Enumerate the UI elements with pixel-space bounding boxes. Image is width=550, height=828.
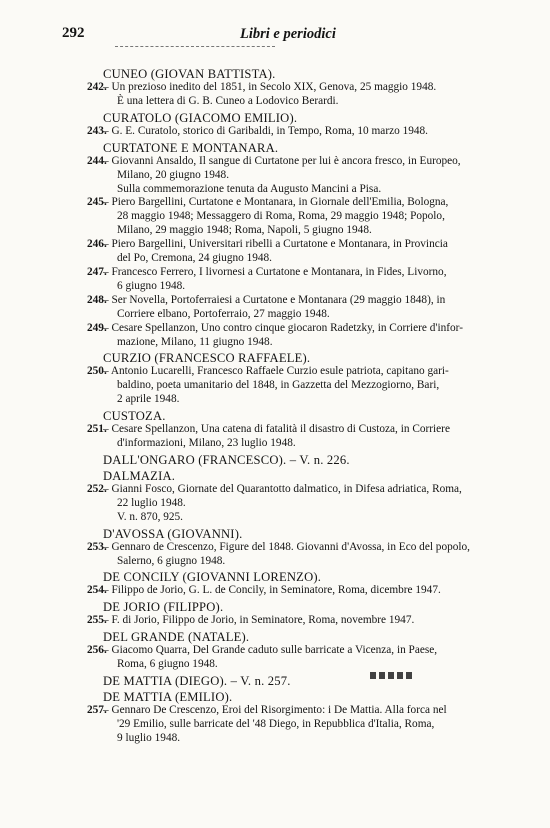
entry-line: – Antonio Lucarelli, Francesco Raffaele Curzio esule patriota, capitano gari- [103, 365, 449, 378]
entry-line: 6 giugno 1948. [117, 279, 186, 292]
running-head: Libri e periodici [240, 26, 336, 42]
section-heading: DE CONCILY (GIOVANNI LORENZO). [103, 570, 322, 585]
bibliography-entry [89, 125, 528, 139]
bibliography-entry [89, 483, 528, 525]
entry-number: 252. [87, 482, 107, 495]
entry-line: – Gianni Fosco, Giornate del Quarantotto dalmatico, in Difesa adriatica, Roma, [103, 482, 462, 495]
entry-line: – Cesare Spellanzon, Una catena di fatalità il disastro di Custoza, in Corriere [103, 423, 450, 436]
entry-line: – Piero Bargellini, Universitari ribelli a Curtatone e Montanara, in Provincia [103, 238, 448, 251]
entry-number: 243. [87, 124, 107, 137]
bibliography-entry [89, 614, 528, 628]
bibliography-entry [89, 238, 528, 266]
header-rule [115, 46, 275, 47]
section-heading: CURTATONE E MONTANARA. [103, 140, 279, 155]
entry-line: – Cesare Spellanzon, Uno contro cinque giocaron Radetzky, in Corriere d'infor- [103, 321, 463, 334]
entry-number: 248. [87, 293, 107, 306]
bibliography-body [0, 65, 550, 746]
entry-number: 242. [87, 81, 107, 93]
entry-number: 257. [87, 704, 107, 717]
entry-number: 254. [87, 584, 107, 597]
cross-reference-heading: DE MATTIA (DIEGO). – V. n. 257. [103, 674, 291, 689]
entry-line: d'informazioni, Milano, 23 luglio 1948. [117, 437, 296, 450]
entry-number: 255. [87, 614, 107, 627]
bibliography-entry [89, 81, 528, 109]
section-heading: DALMAZIA. [103, 468, 176, 483]
section-heading: CURZIO (FRANCESCO RAFFAELE). [103, 351, 311, 366]
entry-line: – Ser Novella, Portoferraiesi a Curtatone e Montanara (29 maggio 1848), in [103, 293, 446, 306]
entry-line: – F. di Jorio, Filippo de Jorio, in Seminatore, Roma, novembre 1947. [103, 614, 415, 627]
entry-number: 249. [87, 321, 107, 334]
entry-line: mazione, Milano, 11 giugno 1948. [117, 335, 273, 348]
entry-line: baldino, poeta umanitario del 1848, in Gazzetta del Mezzogiorno, Bari, [117, 379, 440, 392]
section-heading: CURATOLO (GIACOMO EMILIO). [103, 110, 298, 125]
entry-line: – Gennaro de Crescenzo, Figure del 1848. Giovanni d'Avossa, in Eco del popolo, [103, 540, 471, 553]
entry-number: 246. [87, 238, 107, 251]
page-number: 292 [62, 25, 85, 41]
bibliography-entry [89, 155, 528, 197]
section-heading: D'AVOSSA (GIOVANNI). [103, 526, 243, 541]
entry-line: – Piero Bargellini, Curtatone e Montanara, in Giornale dell'Emilia, Bologna, [103, 196, 449, 209]
section-heading: CUNEO (GIOVAN BATTISTA). [103, 67, 276, 81]
entry-line: – Gennaro De Crescenzo, Eroi del Risorgimento: i De Mattia. Alla forca nel [103, 704, 447, 717]
entry-line: 2 aprile 1948. [117, 393, 180, 406]
entry-line: Corriere elbano, Portoferraio, 27 maggio 1948. [117, 307, 330, 320]
entry-number: 253. [87, 540, 107, 553]
cross-reference-heading: DALL'ONGARO (FRANCESCO). – V. n. 226. [103, 452, 350, 467]
bibliography-entry [89, 196, 528, 238]
entry-line: Sulla commemorazione tenuta da Augusto Mancini a Pisa. [117, 182, 382, 195]
entry-line: '29 Emilio, sulle barricate del '48 Diego, in Repubblica d'Italia, Roma, [117, 718, 435, 730]
entry-number: 250. [87, 365, 107, 378]
entry-number: 256. [87, 644, 107, 657]
entry-line: – Francesco Ferrero, I livornesi a Curtatone e Montanara, in Fides, Livorno, [103, 265, 447, 278]
entry-line: V. n. 870, 925. [117, 510, 184, 523]
entry-line: Milano, 20 giugno 1948. [117, 168, 230, 181]
entry-line: – Giovanni Ansaldo, Il sangue di Curtatone per lui è ancora fresco, in Europeo, [103, 154, 461, 167]
entry-line: 28 maggio 1948; Messaggero di Roma, Roma, 29 maggio 1948; Popolo, [117, 210, 445, 223]
entry-line: – Un prezioso inedito del 1851, in Secolo XIX, Genova, 25 maggio 1948. [103, 81, 437, 93]
bibliography-entry [89, 322, 528, 350]
section-heading: DEL GRANDE (NATALE). [103, 630, 250, 645]
bibliography-entry [89, 644, 528, 672]
entry-line: – Filippo de Jorio, G. L. de Concily, in Seminatore, Roma, dicembre 1947. [103, 584, 441, 597]
entry-line: – G. E. Curatolo, storico di Garibaldi, in Tempo, Roma, 10 marzo 1948. [103, 124, 428, 137]
bibliography-entry [89, 541, 528, 569]
entry-number: 251. [87, 423, 107, 436]
entry-number: 244. [87, 154, 107, 167]
bibliography-entry [89, 294, 528, 322]
bibliography-entry [89, 704, 528, 746]
bibliography-entry [89, 266, 528, 294]
entry-line: Roma, 6 giugno 1948. [117, 658, 218, 671]
entry-line: del Po, Cremona, 24 giugno 1948. [117, 252, 273, 265]
entry-number: 247. [87, 265, 107, 278]
ink-smudge [370, 672, 412, 679]
section-heading: CUSTOZA. [103, 409, 166, 424]
entry-line: 9 luglio 1948. [117, 731, 181, 744]
bibliography-entry [89, 365, 528, 407]
entry-line: Milano, 29 maggio 1948; Roma, Napoli, 5 giugno 1948. [117, 224, 372, 237]
bibliography-entry [89, 584, 528, 598]
entry-number: 245. [87, 196, 107, 209]
entry-line: Salerno, 6 giugno 1948. [117, 554, 226, 567]
entry-line: 22 luglio 1948. [117, 496, 186, 509]
section-heading: DE MATTIA (EMILIO). [103, 690, 233, 705]
section-heading: DE JORIO (FILIPPO). [103, 600, 224, 615]
entry-line: È una lettera di G. B. Cuneo a Lodovico Berardi. [117, 94, 339, 107]
bibliography-entry [89, 423, 528, 451]
entry-line: – Giacomo Quarra, Del Grande caduto sulle barricate a Vicenza, in Paese, [103, 644, 438, 657]
